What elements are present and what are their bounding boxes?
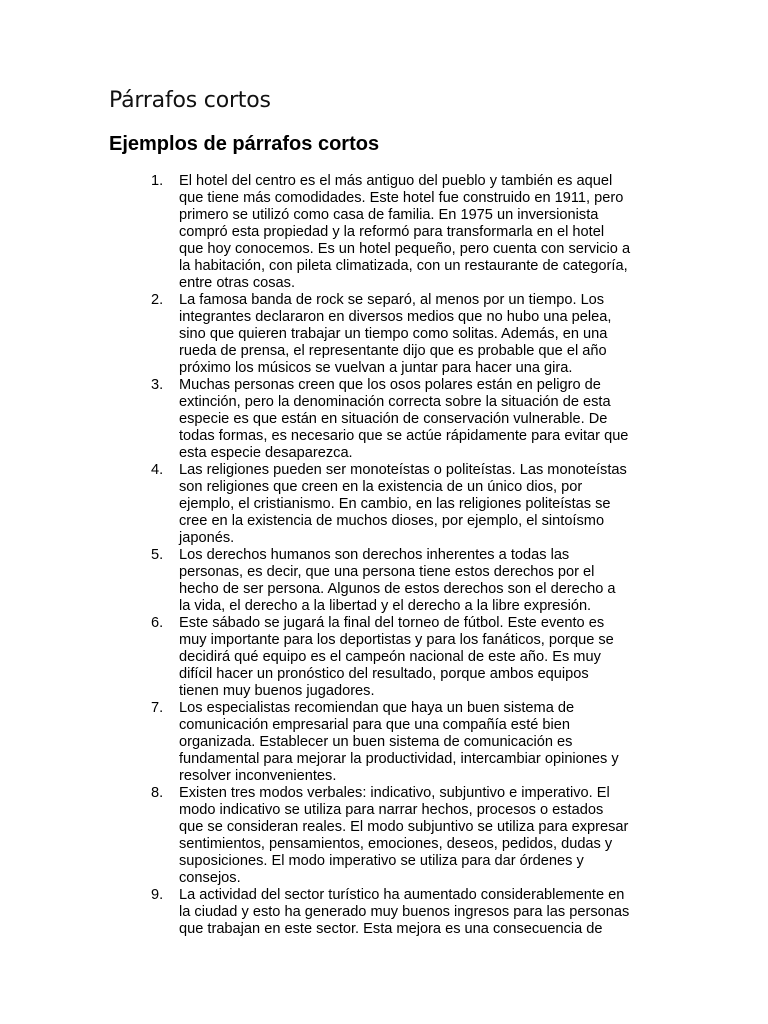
numbered-paragraph-list	[0, 173, 768, 938]
text-line: rueda de prensa, el representante dijo que es probable que el año	[179, 343, 607, 359]
document-title: Párrafos cortos	[109, 88, 271, 113]
text-line: la habitación, con pileta climatizada, con un restaurante de categoría,	[179, 258, 628, 274]
list-item	[0, 547, 768, 615]
text-line: próximo los músicos se vuelvan a juntar para hacer una gira.	[179, 360, 573, 376]
text-line: que se consideran reales. El modo subjuntivo se utiliza para expresar	[179, 819, 629, 835]
text-line: decidirá qué equipo es el campeón nacional de este año. Es muy	[179, 649, 601, 665]
text-line: que hoy conocemos. Es un hotel pequeño, pero cuenta con servicio a	[179, 241, 631, 257]
text-line: La famosa banda de rock se separó, al menos por un tiempo. Los	[179, 292, 605, 308]
text-line: Existen tres modos verbales: indicativo, subjuntivo e imperativo. El	[179, 785, 610, 801]
list-item-number: 1.	[151, 173, 164, 189]
text-line: compró esta propiedad y la reformó para transformarla en el hotel	[179, 224, 605, 240]
text-line: sino que quieren trabajar un tiempo como solitas. Además, en una	[179, 326, 608, 342]
text-line: organizada. Establecer un buen sistema de comunicación es	[179, 734, 573, 750]
text-line: que tiene más comodidades. Este hotel fue construido en 1911, pero	[179, 190, 624, 206]
text-line: japonés.	[179, 530, 235, 546]
text-line: personas, es decir, que una persona tiene estos derechos por el	[179, 564, 595, 580]
text-line: resolver inconvenientes.	[179, 768, 337, 784]
text-line: cree en la existencia de muchos dioses, por ejemplo, el sintoísmo	[179, 513, 605, 529]
text-line: son religiones que creen en la existencia de un único dios, por	[179, 479, 583, 495]
list-item	[0, 292, 768, 377]
list-item-number: 3.	[151, 377, 164, 393]
text-line: ejemplo, el cristianismo. En cambio, en las religiones politeístas se	[179, 496, 611, 512]
text-line: Los especialistas recomiendan que haya un buen sistema de	[179, 700, 575, 716]
list-item-number: 4.	[151, 462, 164, 478]
list-item	[0, 887, 768, 938]
text-line: todas formas, es necesario que se actúe rápidamente para evitar que	[179, 428, 629, 444]
text-line: especie es que están en situación de conservación vulnerable. De	[179, 411, 608, 427]
text-line: muy importante para los deportistas y para los fanáticos, porque se	[179, 632, 614, 648]
text-line: Muchas personas creen que los osos polares están en peligro de	[179, 377, 601, 393]
text-line: consejos.	[179, 870, 241, 886]
text-line: fundamental para mejorar la productividad, intercambiar opiniones y	[179, 751, 619, 767]
text-line: suposiciones. El modo imperativo se utiliza para dar órdenes y	[179, 853, 584, 869]
list-item-text	[179, 292, 663, 377]
list-item-text	[179, 785, 663, 887]
text-line: la ciudad y esto ha generado muy buenos ingresos para las personas	[179, 904, 630, 920]
text-line: Las religiones pueden ser monoteístas o politeístas. Las monoteístas	[179, 462, 627, 478]
text-line: esta especie desaparezca.	[179, 445, 353, 461]
list-item-text	[179, 547, 663, 615]
text-line: difícil hacer un pronóstico del resultado, porque ambos equipos	[179, 666, 589, 682]
list-item	[0, 700, 768, 785]
text-line: La actividad del sector turístico ha aumentado considerablemente en	[179, 887, 625, 903]
text-line: primero se utilizó como casa de familia. En 1975 un inversionista	[179, 207, 599, 223]
text-line: integrantes declararon en diversos medios que no hubo una pelea,	[179, 309, 612, 325]
list-item-text	[179, 462, 663, 547]
list-item-number: 2.	[151, 292, 164, 308]
text-line: tienen muy buenos jugadores.	[179, 683, 375, 699]
text-line: comunicación empresarial para que una compañía esté bien	[179, 717, 571, 733]
list-item-text	[179, 615, 663, 700]
text-line: Este sábado se jugará la final del torneo de fútbol. Este evento es	[179, 615, 605, 631]
list-item	[0, 462, 768, 547]
list-item	[0, 615, 768, 700]
text-line: extinción, pero la denominación correcta sobre la situación de esta	[179, 394, 611, 410]
list-item-number: 6.	[151, 615, 164, 631]
text-line: El hotel del centro es el más antiguo del pueblo y también es aquel	[179, 173, 613, 189]
text-line: sentimientos, pensamientos, emociones, deseos, pedidos, dudas y	[179, 836, 613, 852]
section-heading: Ejemplos de párrafos cortos	[109, 133, 380, 155]
list-item-number: 7.	[151, 700, 164, 716]
list-item	[0, 173, 768, 292]
list-item	[0, 785, 768, 887]
text-line: la vida, el derecho a la libertad y el derecho a la libre expresión.	[179, 598, 592, 614]
text-line: hecho de ser persona. Algunos de estos derechos son el derecho a	[179, 581, 616, 597]
list-item-text	[179, 173, 663, 292]
list-item-text	[179, 887, 663, 938]
list-item	[0, 377, 768, 462]
text-line: Los derechos humanos son derechos inherentes a todas las	[179, 547, 570, 563]
text-line: entre otras cosas.	[179, 275, 295, 291]
list-item-text	[179, 700, 663, 785]
list-item-text	[179, 377, 663, 462]
list-item-number: 5.	[151, 547, 164, 563]
text-line: que trabajan en este sector. Esta mejora es una consecuencia de	[179, 921, 603, 937]
text-line: modo indicativo se utiliza para narrar hechos, procesos o estados	[179, 802, 604, 818]
list-item-number: 9.	[151, 887, 164, 903]
list-item-number: 8.	[151, 785, 164, 801]
